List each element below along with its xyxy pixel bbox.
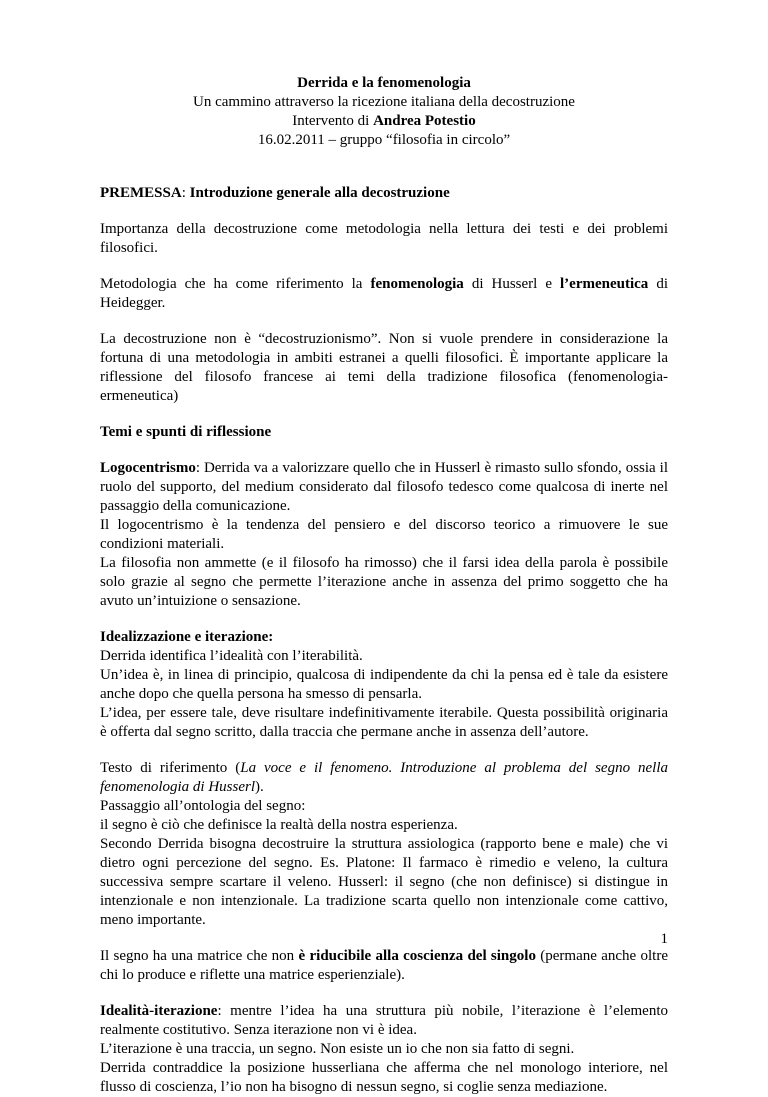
logocentrismo-label: Logocentrismo [100, 460, 196, 476]
text-span: Testo di riferimento ( [100, 760, 241, 776]
speaker-line [100, 112, 668, 131]
idealita-line-3: Derrida contraddice la posizione husserliana che afferma che nel monologo interiore, nel flusso di coscienza, l’io non ha bisogno di nessun segno, si coglie senza mediazione. [100, 1060, 668, 1095]
document-title: Derrida e la fenomenologia [297, 75, 471, 91]
logocentrismo-line-3: La filosofia non ammette (e il filosofo ha rimosso) che il farsi idea della parola è possibile solo grazie al segno che permette l’iterazione anche in assenza del primo soggetto che ha avuto un’intuizione o sensazione. [100, 555, 668, 609]
date-group-line: 16.02.2011 – gruppo “filosofia in circolo” [257, 132, 511, 148]
idealizzazione-line-2: Un’idea è, in linea di principio, qualcosa di indipendente da chi la pensa ed è tale da esistere anche dopo che quella persona ha smesso di pensarla. [100, 667, 668, 702]
idealizzazione-line-3: L’idea, per essere tale, deve risultare indefinitivamente iterabile. Questa possibilità originaria è offerta dal segno scritto, dalla traccia che permane anche in assenza dell’autore. [100, 705, 668, 740]
testo-line-4: Secondo Derrida bisogna decostruire la struttura assiologica (rapporto bene e male) che vi dietro ogni percezione del segno. Es. Platone: Il farmaco è rimedio e veleno, la cultura successiva sempre scartare il veleno. Husserl: il segno (che non definisce) si distingue in intenzionale e non intenzionale. La tradizione scarta quello non intenzionale come cattivo, meno importante. [100, 836, 668, 928]
section-idealita-iterazione [100, 1002, 668, 1097]
idealizzazione-heading: Idealizzazione e iterazione: [100, 629, 274, 645]
paragraph-importanza: Importanza della decostruzione come metodologia nella lettura dei testi e dei problemi filosofici. [100, 221, 668, 256]
bold-riducibile: è riducibile alla coscienza del singolo [298, 948, 536, 964]
bold-fenomenologia: fenomenologia [370, 276, 464, 292]
paragraph-metodologia [100, 275, 668, 313]
speaker-prefix: Intervento di [292, 113, 374, 129]
text-span: di Heidegger. [100, 276, 668, 311]
testo-riferimento-line [100, 759, 668, 797]
text-span: di Husserl e [463, 276, 561, 292]
idealizzazione-line-1: Derrida identifica l’idealità con l’iterabilità. [100, 648, 363, 664]
temi-heading: Temi e spunti di riflessione [100, 424, 272, 440]
idealita-text: : mentre l’idea ha una struttura più nobile, l’iterazione è l’elemento realmente costitutivo. Senza iterazione non vi è idea. [100, 1003, 668, 1038]
page-number: 1 [660, 931, 668, 947]
premessa-colon: : [181, 185, 190, 201]
testo-line-3: il segno è ciò che definisce la realtà della nostra esperienza. [100, 817, 458, 833]
section-testo-riferimento [100, 759, 668, 930]
bold-ermeneutica: l’ermeneutica [560, 276, 649, 292]
idealita-paragraph [100, 1002, 668, 1040]
paragraph-matrice [100, 947, 668, 985]
premessa-label: PREMESSA [100, 185, 182, 201]
logocentrismo-paragraph [100, 459, 668, 516]
text-span: ). [255, 779, 264, 795]
document-header [100, 74, 668, 150]
premessa-title: Introduzione generale alla decostruzione [189, 185, 450, 201]
idealita-label: Idealità-iterazione [100, 1003, 218, 1019]
document-page [100, 70, 668, 1097]
idealita-line-2: L’iterazione è una traccia, un segno. Non esiste un io che non sia fatto di segni. [100, 1041, 575, 1057]
paragraph-decostruzionismo: La decostruzione non è “decostruzionismo”. Non si vuole prendere in considerazione la fortuna di una metodologia in ambiti estranei a quelli filosofici. È importante applicare la riflessione del filosofo francese ai temi della tradizione filosofica (fenomenologia-ermeneutica) [100, 331, 668, 404]
speaker-name: Andrea Potestio [373, 113, 476, 129]
section-logocentrismo [100, 459, 668, 611]
book-title: La voce e il fenomeno. Introduzione al problema del segno nella fenomenologia di Husserl [100, 760, 668, 795]
document-subtitle: Un cammino attraverso la ricezione italiana della decostruzione [193, 94, 575, 110]
text-span: Il segno ha una matrice che non [100, 948, 299, 964]
logocentrismo-text: : Derrida va a valorizzare quello che in Husserl è rimasto sullo sfondo, ossia il ruolo del supporto, del medium considerato dal filosofo tedesco come qualcosa di inerte nel passaggio della comunicazione. [100, 460, 668, 514]
section-idealizzazione [100, 628, 668, 742]
text-span: Metodologia che ha come riferimento la [100, 276, 371, 292]
testo-line-2: Passaggio all’ontologia del segno: [100, 798, 306, 814]
premessa-heading [100, 184, 668, 203]
logocentrismo-line-2: Il logocentrismo è la tendenza del pensiero e del discorso teorico a rimuovere le sue condizioni materiali. [100, 517, 668, 552]
text-span: (permane anche oltre chi lo produce e riflette una matrice esperienziale). [100, 948, 669, 983]
